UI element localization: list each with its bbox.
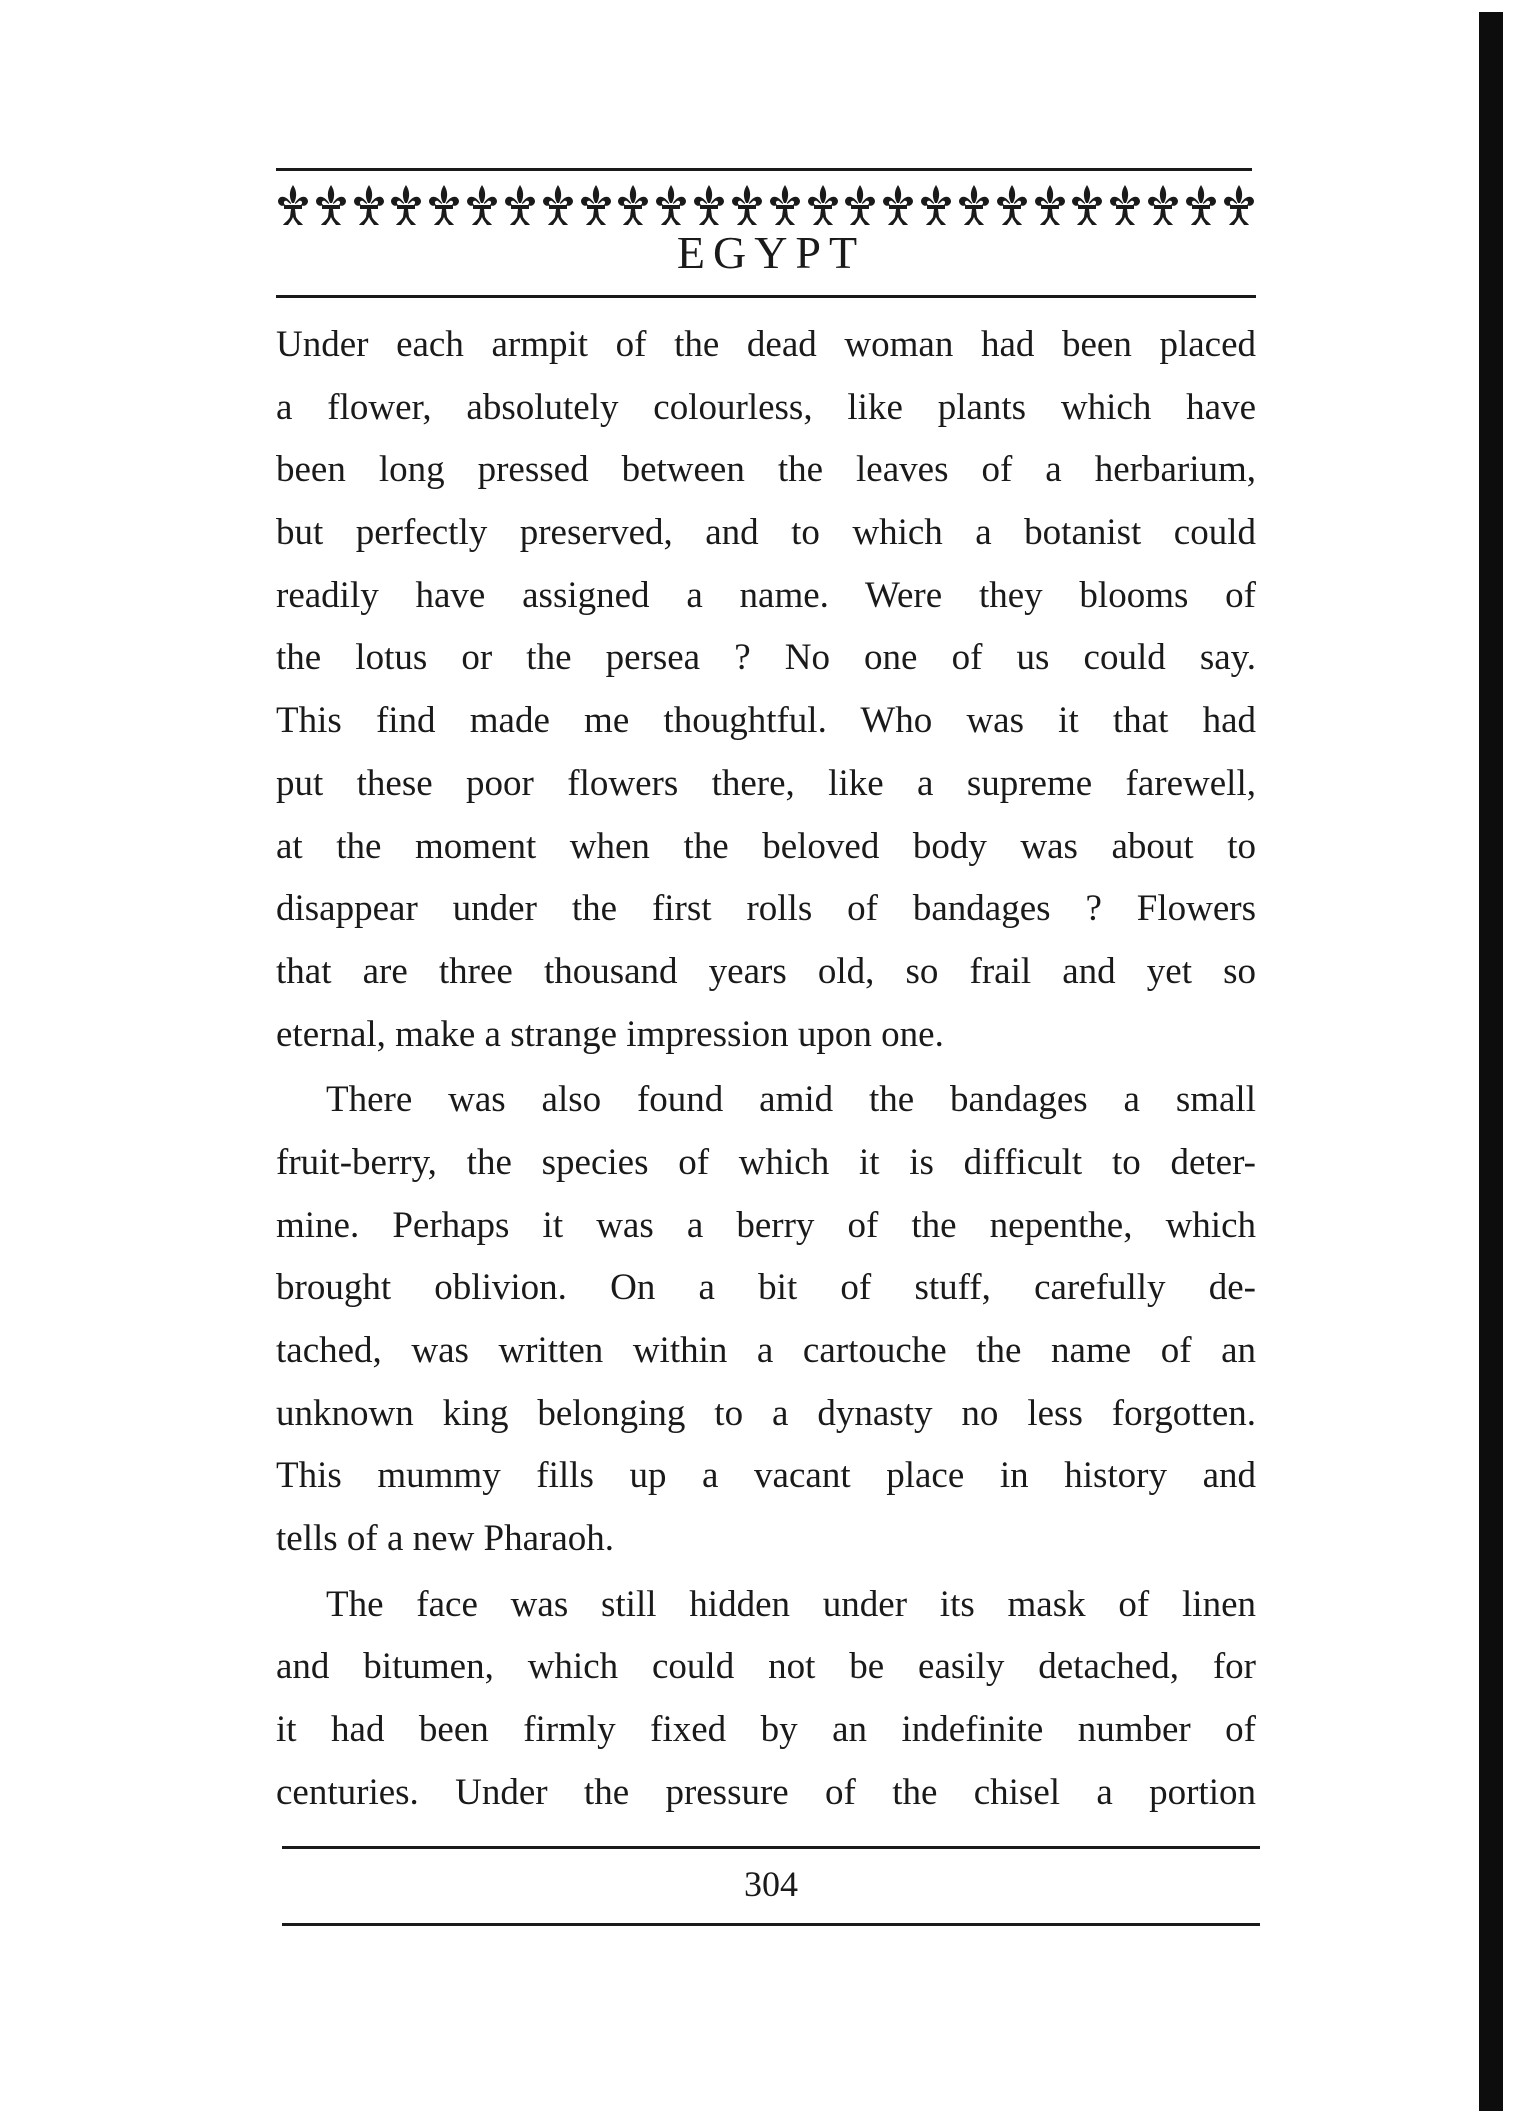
fleur-de-lis-icon — [579, 183, 613, 227]
fleur-de-lis-icon — [1146, 183, 1180, 227]
text-line: the lotus or the persea ? No one of us could say. — [276, 637, 1256, 679]
text-line: tells of a new Pharaoh. — [276, 1518, 615, 1560]
fleur-de-lis-icon — [654, 183, 688, 227]
fleur-de-lis-icon — [1222, 183, 1256, 227]
fleur-de-lis-icon — [427, 183, 461, 227]
text-line: Under each armpit of the dead woman had been placed — [276, 324, 1256, 365]
fleur-de-lis-icon — [843, 183, 877, 227]
fleur-de-lis-icon — [957, 183, 991, 227]
header-rule-top — [276, 168, 1252, 171]
page-number: 304 — [744, 1864, 798, 1904]
fleur-de-lis-icon — [1033, 183, 1067, 227]
text-line: a flower, absolutely colourless, like plants which have — [276, 386, 1256, 428]
text-line: There was also found amid the bandages a small — [326, 1079, 1256, 1121]
text-line: been long pressed between the leaves of a herbarium, — [276, 449, 1256, 491]
header-rule-bottom — [276, 295, 1256, 298]
text-line: and bitumen, which could not be easily detached, for — [276, 1646, 1256, 1688]
text-line: mine. Perhaps it was a berry of the nepenthe, which — [276, 1204, 1256, 1246]
text-line: but perfectly preserved, and to which a botanist could — [276, 512, 1256, 554]
footer-rule-top — [282, 1846, 1260, 1849]
text-line: brought oblivion. On a bit of stuff, carefully de- — [276, 1267, 1256, 1309]
text-line: fruit-berry, the species of which it is difficult to deter- — [276, 1141, 1256, 1183]
fleuron-ornament-band — [276, 183, 1256, 227]
text-line: unknown king belonging to a dynasty no less forgotten. — [276, 1392, 1256, 1434]
fleur-de-lis-icon — [352, 183, 386, 227]
text-line: This find made me thoughtful. Who was it that had — [276, 700, 1256, 742]
fleur-de-lis-icon — [276, 183, 310, 227]
text-line: at the moment when the beloved body was about to — [276, 825, 1256, 867]
text-line: that are three thousand years old, so frail and yet so — [276, 950, 1256, 992]
fleur-de-lis-icon — [541, 183, 575, 227]
fleur-de-lis-icon — [806, 183, 840, 227]
text-line: This mummy fills up a vacant place in history and — [276, 1455, 1256, 1497]
fleur-de-lis-icon — [616, 183, 650, 227]
text-line: readily have assigned a name. Were they blooms of — [276, 574, 1256, 616]
fleur-de-lis-icon — [730, 183, 764, 227]
paragraph — [276, 1069, 1256, 1571]
text-line: it had been firmly fixed by an indefinite number of — [276, 1709, 1256, 1751]
paragraph — [276, 1574, 1256, 1825]
text-line: The face was still hidden under its mask of linen — [326, 1583, 1256, 1625]
fleur-de-lis-icon — [503, 183, 537, 227]
scan-edge-shadow — [1479, 12, 1503, 2111]
fleur-de-lis-icon — [768, 183, 802, 227]
text-line: tached, was written within a cartouche the name of an — [276, 1330, 1256, 1371]
fleur-de-lis-icon — [995, 183, 1029, 227]
fleur-de-lis-icon — [881, 183, 915, 227]
text-line: eternal, make a strange impression upon one. — [276, 1013, 944, 1055]
book-page — [276, 168, 1260, 1825]
fleur-de-lis-icon — [1184, 183, 1218, 227]
fleur-de-lis-icon — [919, 183, 953, 227]
body-text — [276, 314, 1256, 1825]
text-line: centuries. Under the pressure of the chisel a portion — [276, 1771, 1256, 1813]
paragraph — [276, 314, 1256, 1066]
fleur-de-lis-icon — [389, 183, 423, 227]
running-head-title: EGYPT — [676, 227, 866, 278]
text-line: put these poor flowers there, like a supreme farewell, — [276, 762, 1256, 804]
fleur-de-lis-icon — [692, 183, 726, 227]
text-line: disappear under the first rolls of bandages ? Flowers — [276, 888, 1256, 930]
fleur-de-lis-icon — [1108, 183, 1142, 227]
fleur-de-lis-icon — [314, 183, 348, 227]
footer-rule-bottom — [282, 1923, 1260, 1926]
fleur-de-lis-icon — [1070, 183, 1104, 227]
fleur-de-lis-icon — [465, 183, 499, 227]
